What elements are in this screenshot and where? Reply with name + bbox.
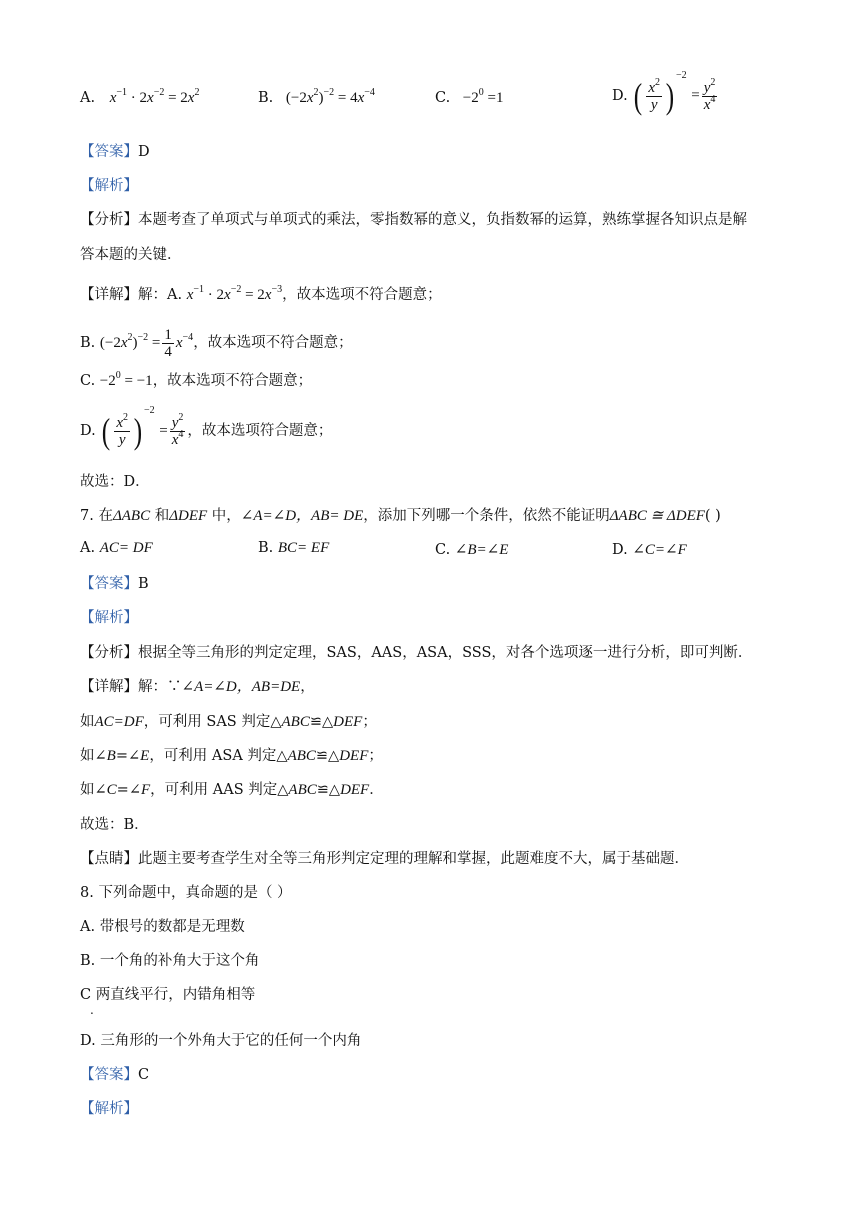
q6-answer [80,142,150,162]
q6-option-d: D. ( $\frac{x^2}{y}$ )$^{-2}$ = $\frac{y^2}{x^4}$ [612,70,716,116]
answer-value: D [138,144,150,160]
q7-case-3 [80,780,384,800]
q8-option-c: C 两直线平行，内错角相等 [80,987,256,1003]
option-text: BC= EF [277,540,330,556]
detail-tail: ，故本选项不符合题意； [193,335,353,351]
formula: $x^{-1} \cdot 2x^{-2} = 2x^{-3}$ [186,284,283,303]
stem-text: ，添加下列哪一个条件，依然不能证明 [363,508,610,524]
q6-analysis-line2: 答本题的关键． [80,247,182,263]
case-text: =∠ [115,748,141,764]
case-text: ； [368,748,383,764]
analysis-text: 本题考查了单项式与单项式的乘法，零指数幂的意义，负指数幂的运算，熟练掌握各知识点是解 [138,212,747,228]
case-math: AC=DF [94,714,144,730]
answer-tag: 【答案】 [80,144,138,160]
q8-option-c-dot: . [90,1003,94,1017]
q6-choose: 故选：D． [80,474,150,490]
analysis-tag: 【分析】 [80,645,138,661]
q6-detail-d: D. ( $\frac{x^2}{y}$ )$^{-2}$ = $\frac{y^2}{x^4}$ ，故本选项符合题意； [80,405,333,451]
case-text: ． [369,782,384,798]
q6-analysis-line1 [80,210,747,230]
case-math: ABC [281,714,310,730]
q8-jiexi: 【解析】 [80,1101,138,1117]
analysis-tag: 【分析】 [80,212,138,228]
q7-detail [80,677,315,697]
option-text: ∠B=∠E [454,542,509,558]
case-math: DEF [333,714,363,730]
fraction: $\frac{x^2}{y}$ [116,411,128,448]
fraction: $\frac{y^2}{x^4}$ [171,411,184,448]
detail-text: ， [300,679,315,695]
case-text: 如 [80,714,95,730]
detail-math: ∠A=∠D，AB=DE [181,679,301,695]
detail-intro: 解：A. [138,287,183,303]
formula: $-2^0 = -1$ [99,370,153,389]
q7-case-2 [80,746,383,766]
case-math: F [140,782,151,798]
option-label: A. [80,90,96,106]
case-math: B [106,748,116,764]
paren: ) [133,411,143,451]
q7-analysis [80,643,752,663]
q7-note [80,849,689,869]
formula: $(-2x^2)^{-2}$ = [99,332,161,351]
q7-option-a [80,540,153,557]
paren: ( [102,411,111,451]
analysis-text: 根据全等三角形的判定定理，SAS，AAS，ASA，SSS，对各个选项逐一进行分析，即可判断． [138,645,753,661]
q8-option-d: D. 三角形的一个外角大于它的任何一个内角 [80,1033,362,1049]
case-math: DEF [340,782,370,798]
option-text: AC= DF [99,540,153,556]
case-math: E [140,748,150,764]
option-label: A. [80,540,96,556]
q6-option-b [258,87,375,107]
option-label: D. [612,542,628,558]
stem-text: 中， [207,508,241,524]
option-text: ∠C=∠F [632,542,687,558]
detail-text: 解：∵ [138,679,182,695]
case-text: 如∠ [80,782,107,798]
q6-detail-b: B. $(-2x^2)^{-2}$ = $\frac{1}{4}$ $x^{-4}$，故本选项不符合题意； [80,326,353,360]
case-text: =∠ [116,782,141,798]
detail-tag: 【详解】 [80,287,138,303]
answer-blank: ( ) [704,508,721,524]
detail-tail: ，故本选项不符合题意； [282,287,442,303]
stem-text: 和 [150,508,170,524]
detail-tag: 【详解】 [80,679,138,695]
fraction: $\frac{1}{4}$ [164,326,172,360]
conclusion: ΔABC ≅ ΔDEF [609,508,705,524]
q6-detail-c [80,371,312,391]
case-math: C [106,782,117,798]
note-tag: 【点睛】 [80,851,138,867]
q7-answer [80,574,149,594]
paren: ) [665,76,675,116]
detail-tail: ，故本选项不符合题意； [152,373,313,389]
q6-jiexi: 【解析】 [80,178,138,194]
q7-stem [80,506,721,526]
case-text: ≌△ [309,714,334,730]
q8-option-a: A. 带根号的数都是无理数 [80,919,245,935]
detail-label: C. [80,373,96,389]
option-label: C. [435,90,451,106]
q8-option-b: B. 一个角的补角大于这个角 [80,953,260,969]
q7-option-c [435,540,508,559]
answer-value: C [138,1067,150,1083]
fraction: $\frac{y^2}{x^4}$ [703,76,716,113]
case-math: ABC [287,748,316,764]
q6-option-a [80,87,200,107]
q7-option-b [258,540,329,557]
detail-tail: ，故本选项符合题意； [187,423,333,439]
triangle-abc: ΔABC [112,508,151,524]
q7-jiexi: 【解析】 [80,610,138,626]
note-text: 此题主要考查学生对全等三角形判定定理的理解和掌握，此题难度不大，属于基础题． [138,851,689,867]
case-text: 如∠ [80,748,107,764]
q7-option-d [612,540,687,559]
q8-answer [80,1065,149,1085]
option-label: B. [258,90,274,106]
q7-choose: 故选：B． [80,817,149,833]
case-text: ，可利用 ASA 判定△ [149,748,288,764]
stem-text: 7. 在 [80,508,113,524]
answer-tag: 【答案】 [80,576,138,592]
triangle-def: ΔDEF [169,508,208,524]
paren: ( [634,76,643,116]
condition: ∠A=∠D，AB= DE [240,508,364,524]
case-math: DEF [339,748,369,764]
case-text: ，可利用 SAS 判定△ [143,714,282,730]
q6-option-c [435,87,504,107]
option-label: B. [258,540,274,556]
formula: $(-2x^2)^{-2} = 4x^{-4}$ [285,87,375,106]
case-text: ； [362,714,377,730]
q6-detail-a [80,285,442,305]
detail-label: B. [80,335,96,351]
fraction: $\frac{x^2}{y}$ [648,76,660,113]
q7-case-1 [80,712,377,732]
case-text: ≌△ [316,782,341,798]
case-text: ，可利用 AAS 判定△ [150,782,289,798]
formula: $-2^0 =1$ [462,87,504,106]
detail-label: D. [80,423,96,439]
answer-value: B [138,576,149,592]
formula: $x^{-1} \cdot 2x^{-2} = 2x^2$ [109,87,200,106]
q8-stem: 8. 下列命题中，真命题的是（ ） [80,885,292,901]
option-label: D. [612,88,628,104]
case-text: ≌△ [315,748,340,764]
case-math: ABC [288,782,317,798]
option-label: C. [435,542,451,558]
answer-tag: 【答案】 [80,1067,138,1083]
